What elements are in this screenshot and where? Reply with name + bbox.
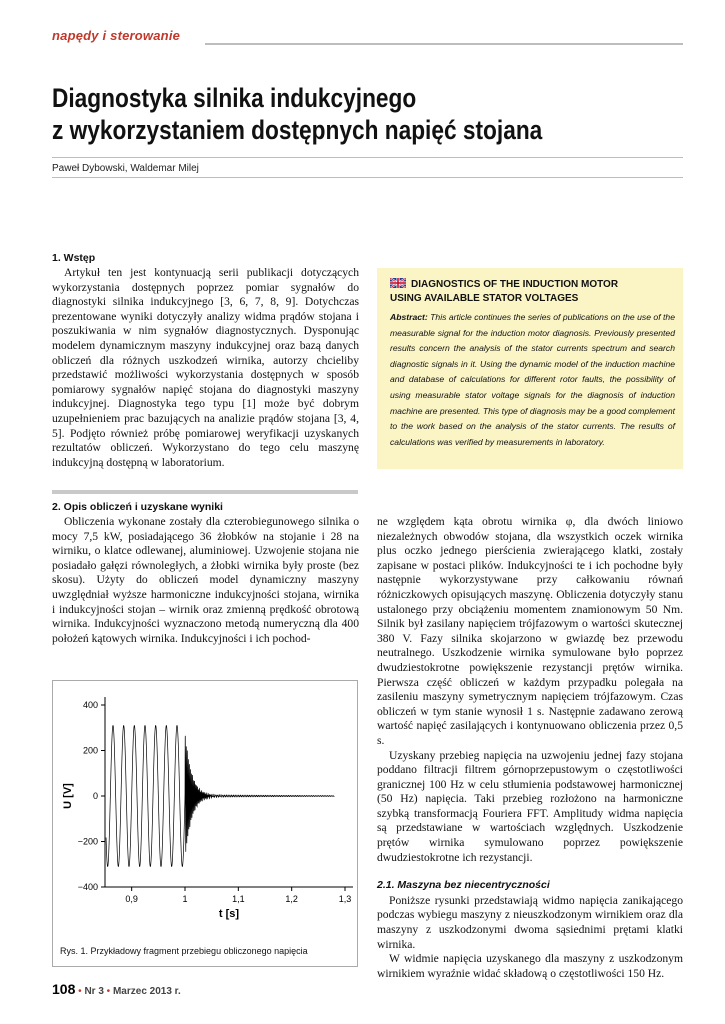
intro-paragraph: Artykuł ten jest kontynuacją serii publikacji dotyczących wykorzystania dostępnych poprzez pomiar sygnałów do diagnostyki silnika indukcyjnego [3, 6, 7, 8, 9]. Dotychczas prezentowane wyniki dotyczyły analizy widma prądów stojana i poszukiwania w nim sygnałów diagnostycznych. Dysponując modelem dynamicznym maszyny indukcyjnej oraz bazą danych obliczeń dla różnych uszkodzeń wirnika, autorzy chcieliby przedstawić możliwości wykorzystania dostępnych w sposób pomiarowy sygnałów napięć stojana do diagnostyki maszyny indukcyjnej. Diagnostyka tego typu [1] może być dobrym uzupełnieniem prac bazujących na analizie prądów stojana [3, 4, 5]. Podjęto również próbę pomiarowej weryfikacji uzyskanych rezultatów obliczeń. Wykorzystano do tego celu maszynę indukcyjną dostępną w laboratorium. (52, 266, 359, 469)
y-tick-label: 0 (92, 791, 98, 801)
section-2-paragraph-2: Uzyskany przebieg napięcia na uzwojeniu jednej fazy stojana poddano filtracji filtrem górnoprzepustowym o częstotliwości granicznej 100 Hz w celu stłumienia podstawowej harmonicznej (50 Hz) napięcia. Taki przebieg rozłożono na harmoniczne szybką transformacją Fouriera FFT. Amplitudy widma napięcia są przedstawiane w wartościach względnych. Uszkodzenie prętów wirnika symulowano poprzez powiększenie dwudziestokrotne ich rezystancji. (377, 748, 683, 864)
figure-caption: Rys. 1. Przykładowy fragment przebiegu obliczonego napięcia (60, 946, 308, 956)
x-tick-label: 0,9 (125, 894, 138, 904)
y-axis-label: U [V] (62, 783, 74, 809)
abstract-heading (390, 278, 675, 306)
x-tick-label: 1 (182, 894, 188, 904)
y-tick-label: −400 (77, 882, 98, 892)
abstract-label: Abstract: (390, 312, 428, 322)
authors-rule (52, 177, 683, 178)
page-footer (52, 981, 181, 997)
section-2-rule (52, 490, 358, 494)
figure-box (52, 680, 358, 967)
title-line-1: Diagnostyka silnika indukcyjnego (52, 83, 417, 113)
section-tag: napędy i sterowanie (52, 28, 181, 43)
footer-separator-2: • (106, 986, 111, 997)
section-2-paragraph-cont: ne względem kąta obrotu wirnika φ, dla dwóch liniowo niezależnych obwodów stojana, dla wszystkich oczek wirnika plus oczko jednego pierścienia zwierającego klatki, zostały zapisane w postaci plików. Indukcyjności te i ich pochodne były następnie wykorzystywane przy całkowaniu równań różniczkowych opisujących maszynę. Obliczenia dotyczyły stanu ustalonego przy obciążeniu momentem znamionowym 50 Nm. Silnik był zasilany napięciem trójfazowym o wartości skutecznej 380 V. Fazy silnika skojarzono w gwiazdę bez przewodu neutralnego. Uszkodzenie wirnika symulowane było poprzez dwudziestokrotne powiększenie rezystancji prętów wirnika. Pierwsza część obliczeń w każdym przypadku polegała na zasileniu maszyny symetrycznym napięciem trójfazowym. Czas obliczeń w tym stanie wynosił 1 s. Następnie zadawano zerową wartość napięć zasilających i kontynuowano obliczenia przez 0,5 s. (377, 515, 683, 747)
y-tick-label: 400 (82, 700, 98, 710)
abstract-text (390, 310, 675, 450)
page-number: 108 (52, 981, 76, 997)
x-tick-label: 1,1 (232, 894, 245, 904)
abstract-box (377, 268, 683, 469)
x-tick-label: 1,3 (338, 894, 352, 904)
section-2-left-text (52, 515, 359, 646)
section-21-paragraph-1: Poniższe rysunki przedstawiają widmo napięcia zanikającego podczas wybiegu maszyny z nieuszkodzonym wirnikiem oraz dla maszyny z uszkodzonymi dwoma sąsiednimi prętami klatki wirnika. (377, 893, 683, 951)
title-rule (52, 157, 683, 158)
section-1-heading: 1. Wstęp (52, 252, 96, 264)
right-column (377, 515, 683, 981)
abstract-heading-line-1: DIAGNOSTICS OF THE INDUCTION MOTOR (411, 279, 619, 290)
uk-flag-icon (390, 278, 406, 288)
y-tick-label: 200 (82, 745, 98, 756)
x-tick-label: 1,2 (285, 894, 298, 904)
x-axis-label: t [s] (218, 908, 240, 920)
section-1-text (52, 266, 359, 470)
authors: Paweł Dybowski, Waldemar Milej (52, 163, 199, 174)
issue-number: Nr 3 (84, 986, 104, 997)
abstract-heading-line-2: USING AVAILABLE STATOR VOLTAGES (390, 293, 579, 304)
voltage-chart (53, 683, 357, 933)
header-rule (205, 43, 683, 45)
chart-series-line (106, 725, 334, 866)
abstract-body: This article continues the series of publications on the use of the measurable signal for the induction motor diagnosis. Previously presented results concern the analysis of the stator currents spectrum and search diagnostic signals in it. Using the dynamic model of the induction machine and database of calculations for different rotor faults, the possibility of using measurable stator voltage signals for the diagnosis of induction machine are presented. This type of diagnosis may be a good complement to the work based on the analysis of the stator currents. The results of calculations was verified by measurements in laboratory. (390, 312, 675, 447)
y-tick-label: −200 (77, 836, 98, 847)
section-21-paragraph-2: W widmie napięcia uzyskanego dla maszyny z uszkodzonym wirnikiem wyraźnie widać składową o częstotliwości 150 Hz. (377, 952, 683, 980)
section-2-heading: 2. Opis obliczeń i uzyskane wyniki (52, 501, 223, 513)
article-title (52, 82, 590, 146)
section-2-paragraph-1: Obliczenia wykonane zostały dla czterobiegunowego silnika o mocy 7,5 kW, posiadającego 36 żłobków na stojanie i 28 na wirniku, o klatce odlewanej, aluminiowej. Uzwojenie stojana nie posiadało gałęzi równoległych, a żłobki wirnika były proste (bez skosu). Użyty do obliczeń model dynamiczny maszyny uwzględniał wyższe harmoniczne indukcyjności stojana, wirnika i indukcyjności stojan – wirnik oraz zmienną prędkość obrotową wirnika. Indukcyjności wyznaczono metodą numeryczną dla 400 położeń kątowych wirnika. Indukcyjności i ich pochod- (52, 515, 359, 645)
title-line-2: z wykorzystaniem dostępnych napięć stojana (52, 115, 543, 145)
issue-date: Marzec 2013 r. (112, 986, 181, 997)
footer-separator-1: • (78, 986, 82, 997)
section-21-heading: 2.1. Maszyna bez niecentryczności (377, 879, 550, 892)
